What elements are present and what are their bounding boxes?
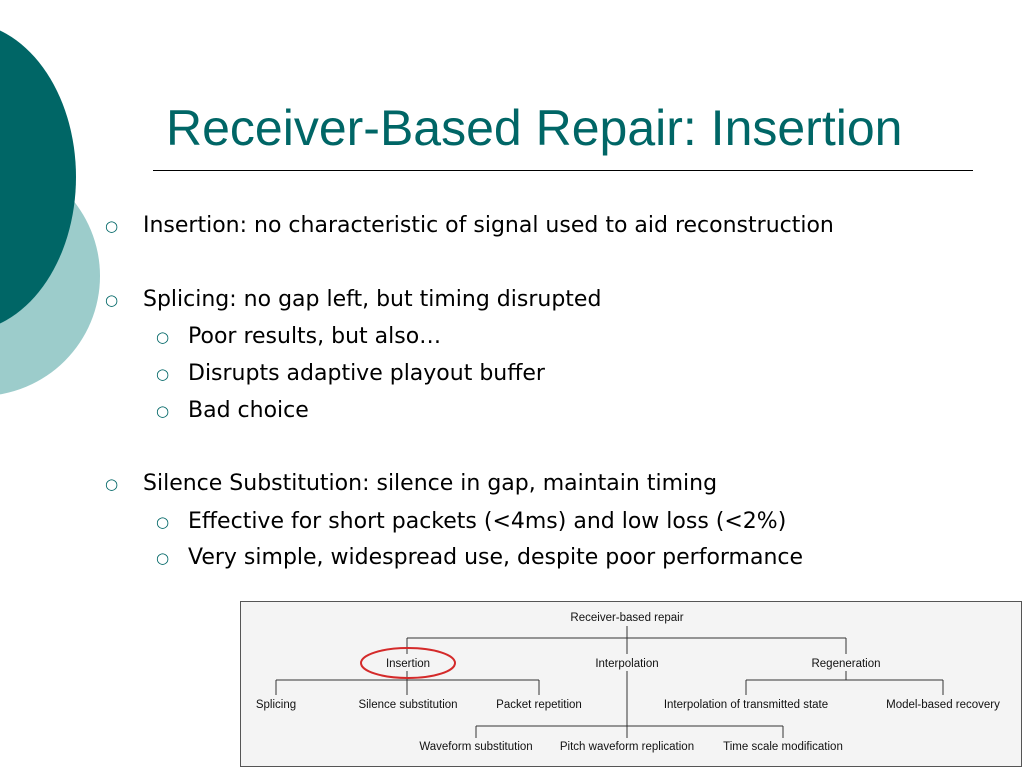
sub-bullet-disrupts-buffer [156,359,545,389]
sub-bullet-very-simple [156,543,804,573]
diagram-leaf-pitch-waveform-replication: Pitch waveform replication [559,741,695,753]
diagram-connectors [276,626,943,738]
diagram-category-interpolation: Interpolation [595,658,659,670]
bullet-splicing [105,285,602,315]
diagram-leaf-splicing: Splicing [255,699,297,711]
title-underline [153,170,973,171]
bullet-text: Insertion: no characteristic of signal used to aid reconstruction [143,213,834,238]
bullet-marker-icon: ○ [156,549,170,567]
bullet-text: Silence Substitution: silence in gap, maintain timing [143,471,718,496]
sub-bullet-poor-results [156,322,442,352]
sub-bullet-bad-choice [156,396,309,426]
diagram-category-insertion: Insertion [385,658,431,670]
bullet-text: Effective for short packets (<4ms) and low loss (<2%) [188,509,787,534]
bullet-text: Very simple, widespread use, despite poor performance [188,545,804,570]
bullet-text: Splicing: no gap left, but timing disrupted [143,287,602,312]
bullet-insertion [105,211,834,241]
diagram-leaf-waveform-substitution: Waveform substitution [419,741,533,753]
bullet-text: Poor results, but also… [188,324,442,349]
diagram-leaf-time-scale-modification: Time scale modification [723,741,843,753]
bullet-silence-substitution [105,469,718,499]
sub-bullet-effective [156,507,787,537]
diagram-leaf-interpolation-of-transmitted-state: Interpolation of transmitted state [663,699,829,711]
bullet-text: Bad choice [188,398,309,423]
bullet-marker-icon: ○ [156,402,170,420]
bullet-marker-icon: ○ [105,217,119,235]
diagram-leaf-model-based-recovery: Model-based recovery [886,699,1000,711]
diagram-leaf-packet-repetition: Packet repetition [496,699,582,711]
bullet-marker-icon: ○ [156,365,170,383]
repair-taxonomy-diagram [240,601,1022,767]
slide-title: Receiver-Based Repair: Insertion [166,100,903,156]
bullet-marker-icon: ○ [105,475,119,493]
diagram-svg [241,602,1021,766]
diagram-category-regeneration: Regeneration [811,658,881,670]
diagram-leaf-silence-substitution: Silence substitution [358,699,458,711]
bullet-text: Disrupts adaptive playout buffer [188,361,545,386]
bullet-marker-icon: ○ [105,291,119,309]
diagram-root-label: Receiver-based repair [570,612,684,624]
bullet-marker-icon: ○ [156,328,170,346]
bullet-marker-icon: ○ [156,513,170,531]
